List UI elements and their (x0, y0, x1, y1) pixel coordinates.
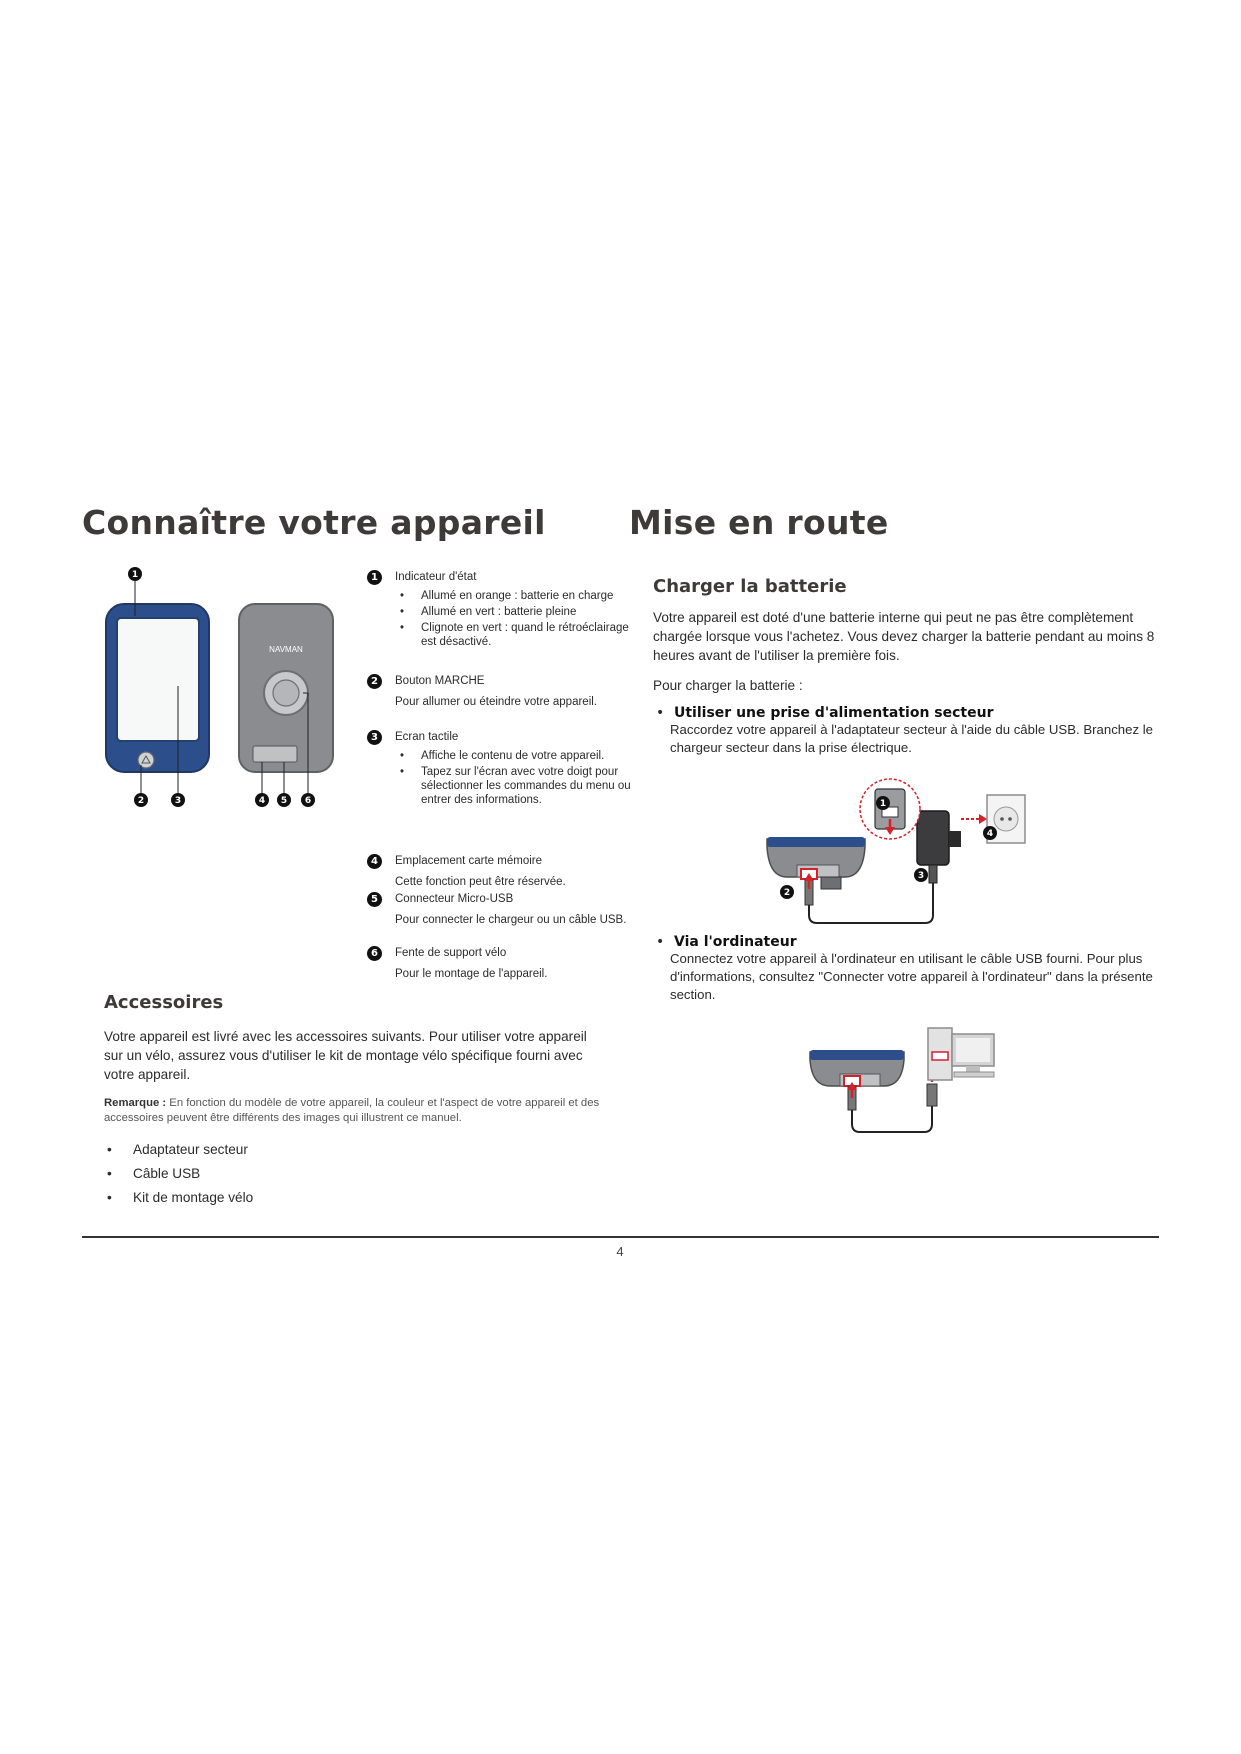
legend-title-2: Bouton MARCHE (395, 675, 485, 687)
legend-badge-5: 5 (367, 892, 382, 907)
list-item: • Câble USB (107, 1166, 201, 1181)
device-front (106, 580, 209, 793)
note-label: Remarque : (104, 1097, 167, 1109)
device-back (239, 604, 333, 793)
port-cover (253, 746, 297, 762)
note-text: En fonction du modèle de votre appareil, la couleur et l'aspect de votre appareil et des accessoires peuvent être différents des images qui illustrent ce manuel. (104, 1097, 600, 1124)
device-illustration (98, 566, 338, 816)
device-legend (371, 570, 655, 990)
callout-4: 4 (258, 796, 266, 806)
legend-bullet: • Allumé en orange : batterie en charge (400, 590, 614, 602)
legend-title-6: Fente de support vélo (395, 947, 507, 959)
left-page-title: Connaître votre appareil (82, 503, 546, 542)
accessories-list (104, 1140, 504, 1212)
method-computer: • Via l'ordinateur Connectez votre appareil à l'ordinateur en utilisant le câble USB fourni. Pour plus d'informations, consultez "Connecter votre appareil à l'ordinateur" dans la présente section. (656, 934, 1166, 1004)
legend-badge-3: 3 (367, 730, 382, 745)
charge-battery-heading: Charger la batterie (653, 576, 847, 597)
method-ac-heading: Utiliser une prise d'alimentation secteur (674, 705, 994, 721)
accessories-intro: Votre appareil est livré avec les accessoires suivants. Pour utiliser votre appareil sur un vélo, assurez vous d'utiliser le kit de montage vélo spécifique fourni avec votre appareil. (104, 1029, 587, 1082)
callout-5: 5 (280, 796, 288, 806)
method-computer-text: Connectez votre appareil à l'ordinateur en utilisant le câble USB fourni. Pour plus d'informations, consultez "Connecter votre appareil à l'ordinateur" dans la présente section. (670, 951, 1153, 1002)
legend-desc-4: Cette fonction peut être réservée. (395, 876, 566, 888)
legend-title-1: Indicateur d'état (395, 571, 477, 583)
legend-item-4 (371, 854, 635, 889)
ac-charging-illustration (765, 777, 1030, 925)
callout-2: 2 (137, 796, 145, 806)
legend-item-3 (371, 730, 635, 809)
right-page-title: Mise en route (629, 503, 889, 542)
legend-desc-2: Pour allumer ou éteindre votre appareil. (395, 696, 598, 708)
legend-item-1 (371, 570, 635, 651)
accessories-heading: Accessoires (104, 992, 224, 1013)
method-ac-text: Raccordez votre appareil à l'adaptateur secteur à l'aide du câble USB. Branchez le chargeur secteur dans la prise électrique. (670, 722, 1153, 755)
legend-title-5: Connecteur Micro-USB (395, 893, 514, 905)
legend-badge-4: 4 (367, 854, 382, 869)
legend-title-3: Ecran tactile (395, 731, 459, 743)
ac-callout-1: 1 (879, 799, 887, 809)
legend-desc-6: Pour le montage de l'appareil. (395, 968, 548, 980)
legend-item-2 (371, 674, 635, 709)
ac-callout-2: 2 (783, 888, 791, 898)
method-ac-adapter: • Utiliser une prise d'alimentation secteur Raccordez votre appareil à l'adaptateur secteur à l'aide du câble USB. Branchez le chargeur secteur dans la prise électrique. (656, 705, 1166, 757)
charge-battery-intro: Votre appareil est doté d'une batterie interne qui peut ne pas être complètement chargée lorsque vous l'achetez. Vous devez charger la batterie pendant au moins 8 heures avant de l'utiliser la première fois. (653, 610, 1155, 663)
brand-logo: NAVMAN (269, 645, 303, 654)
legend-desc-5: Pour connecter le chargeur ou un câble USB. (395, 914, 627, 926)
page-number: 4 (616, 1244, 624, 1259)
callout-6: 6 (304, 796, 312, 806)
legend-item-5 (371, 892, 635, 927)
legend-bullet: • Allumé en vert : batterie pleine (400, 606, 577, 618)
accessories-note (104, 1096, 604, 1126)
legend-badge-6: 6 (367, 946, 382, 961)
legend-badge-1: 1 (367, 570, 382, 585)
charge-battery-steps-intro: Pour charger la batterie : (653, 678, 803, 693)
list-item: • Kit de montage vélo (107, 1190, 254, 1205)
legend-bullet: • Tapez sur l'écran avec votre doigt pour sélectionner les commandes du menu ou entrer des informations. (400, 766, 631, 806)
ac-callout-4: 4 (986, 829, 994, 839)
legend-badge-2: 2 (367, 674, 382, 689)
method-computer-heading: Via l'ordinateur (674, 934, 797, 950)
callout-3: 3 (174, 796, 182, 806)
list-item: • Adaptateur secteur (107, 1142, 248, 1157)
power-button (138, 752, 154, 768)
legend-bullet: • Clignote en vert : quand le rétroéclairage est désactivé. (400, 622, 629, 648)
legend-title-4: Emplacement carte mémoire (395, 855, 542, 867)
ac-callout-3: 3 (917, 871, 925, 881)
callout-1: 1 (131, 570, 139, 580)
footer-rule (82, 1236, 1159, 1238)
legend-bullet: • Affiche le contenu de votre appareil. (400, 750, 605, 762)
legend-item-6 (371, 946, 635, 981)
pc-charging-illustration (808, 1024, 998, 1136)
